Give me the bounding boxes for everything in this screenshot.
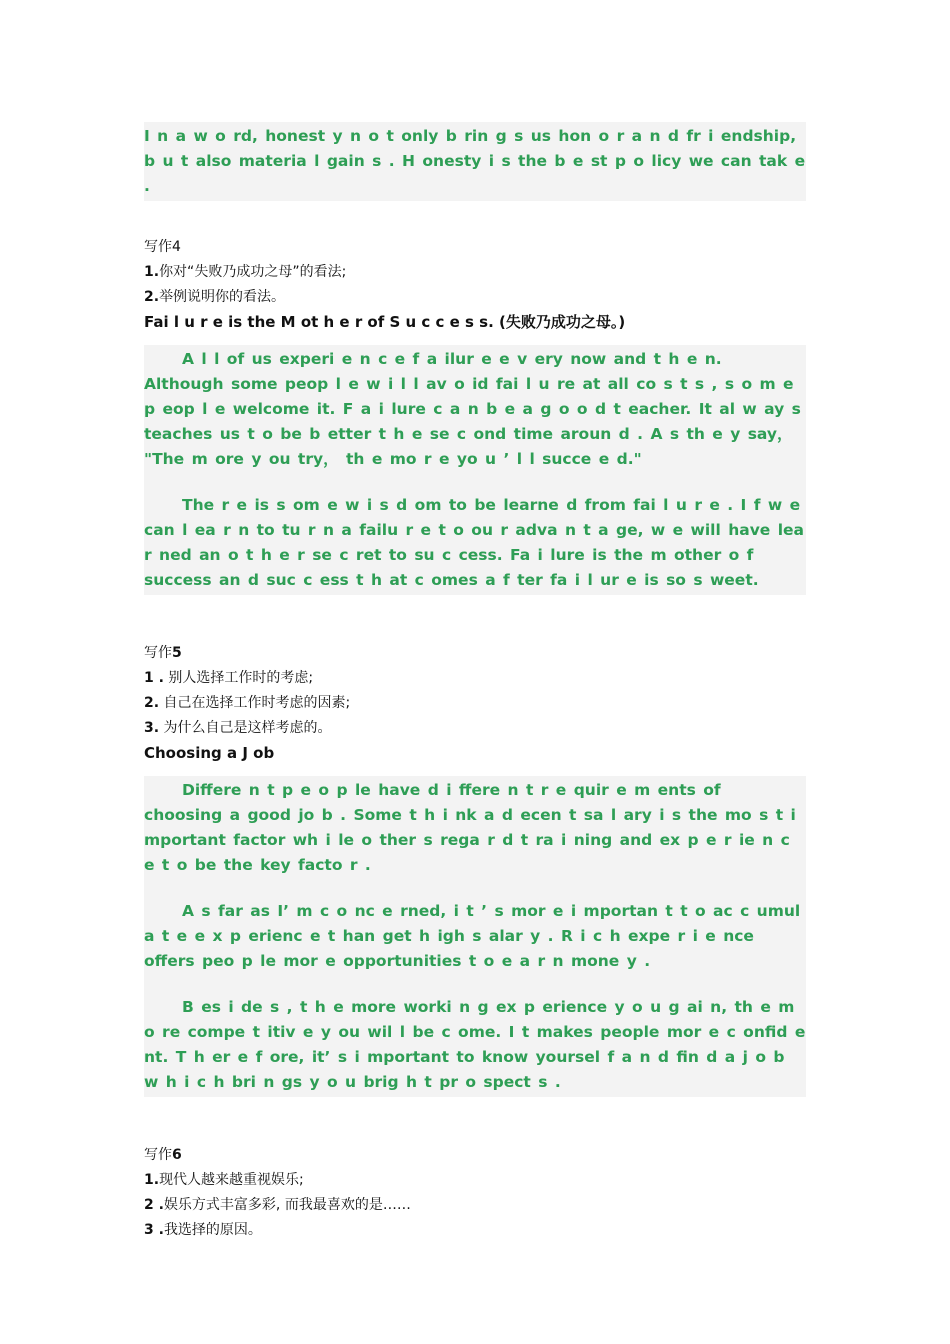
writing4-requirement-2: 2.举例说明你的看法。 — [144, 289, 286, 305]
writing4-essay-paragraph-2: The r e is s om e w i s d om to be learne d from fai l u r e . I f w e can l ea r n to tu r n a failu r e t o ou r adva n t a ge, w e will have lea r ned an o t h e r se c ret to su c cess. Fa i lure is the m other o f success an d suc c ess t h at c omes a f ter fa i l ur e is so s weet. — [144, 496, 804, 589]
writing5-essay-paragraph-3: B es i de s , t h e more worki n g ex p erience y o u g ai n, th e m o re compe t itiv e y ou wil l be c ome. I t makes people mor e c onfid e nt. T h er e f ore, it’ s i mportant to know yoursel f a n d fin d a j o b w h i c h bri n gs y o u brig h t pr o spect s . — [144, 998, 806, 1091]
writing5-title: Choosing a J ob — [144, 744, 275, 762]
document-page — [144, 122, 806, 1243]
writing5-requirement-1: 1 . 别人选择工作时的考虑; — [144, 670, 314, 686]
writing5-heading: 写作5 — [144, 645, 182, 661]
writing6-requirement-2: 2 .娱乐方式丰富多彩, 而我最喜欢的是…… — [144, 1197, 411, 1213]
writing4-requirement-1: 1.你对“失败乃成功之母”的看法; — [144, 264, 347, 280]
writing5-essay-paragraph-1: Differe n t p e o p le have d i ffere n t r e quir e m ents of choosing a good jo b . Some t h i nk a d ecen t sa l ary i s the mo s t i mportant factor wh i le o ther s rega r d t ra i ning and ex p e r ie n c e t o be the key facto r . — [144, 781, 796, 874]
writing6-requirement-3: 3 .我选择的原因。 — [144, 1222, 262, 1238]
writing5-requirement-2: 2. 自己在选择工作时考虑的因素; — [144, 695, 351, 711]
writing5-essay — [144, 776, 806, 1097]
writing6-heading: 写作6 — [144, 1147, 182, 1163]
writing4-title: Fai l u r e is the M ot h e r of S u c c e s s. (失败乃成功之母。) — [144, 313, 626, 331]
writing4-heading: 写作4 — [144, 239, 181, 255]
writing6-requirement-1: 1.现代人越来越重视娱乐; — [144, 1172, 304, 1188]
writing4-essay — [144, 345, 806, 595]
intro-paragraph: I n a w o rd, honest y n o t only b rin g s us hon o r a n d fr i endship, b u t also materia l gain s . H onesty i s the b e st p o licy we can tak e . — [144, 122, 806, 201]
writing5-requirement-3: 3. 为什么自己是这样考虑的。 — [144, 720, 332, 736]
writing5-essay-paragraph-2: A s far as I’ m c o nc e rned, i t ’ s mor e i mportan t t o ac c umul a t e e x p erienc e t han get h igh s alar y . R i c h expe r i e nce offers peo p le mor e opportunities t o e a r n mone y . — [144, 902, 801, 970]
writing4-essay-paragraph-1: A l l of us experi e n c e f a ilur e e v ery now and t h e n. Although some peop l e w i l l av o id fai l u re at all co s t s , s o m e p eop l e welcome it. F a i lure c a n b e a g o o d t eacher. It al w ay s teaches us t o be b etter t h e se c ond time aroun d . A s th e y say， "The m ore y ou try， th e mo r e yo u ’ l l succe e d." — [144, 350, 801, 468]
